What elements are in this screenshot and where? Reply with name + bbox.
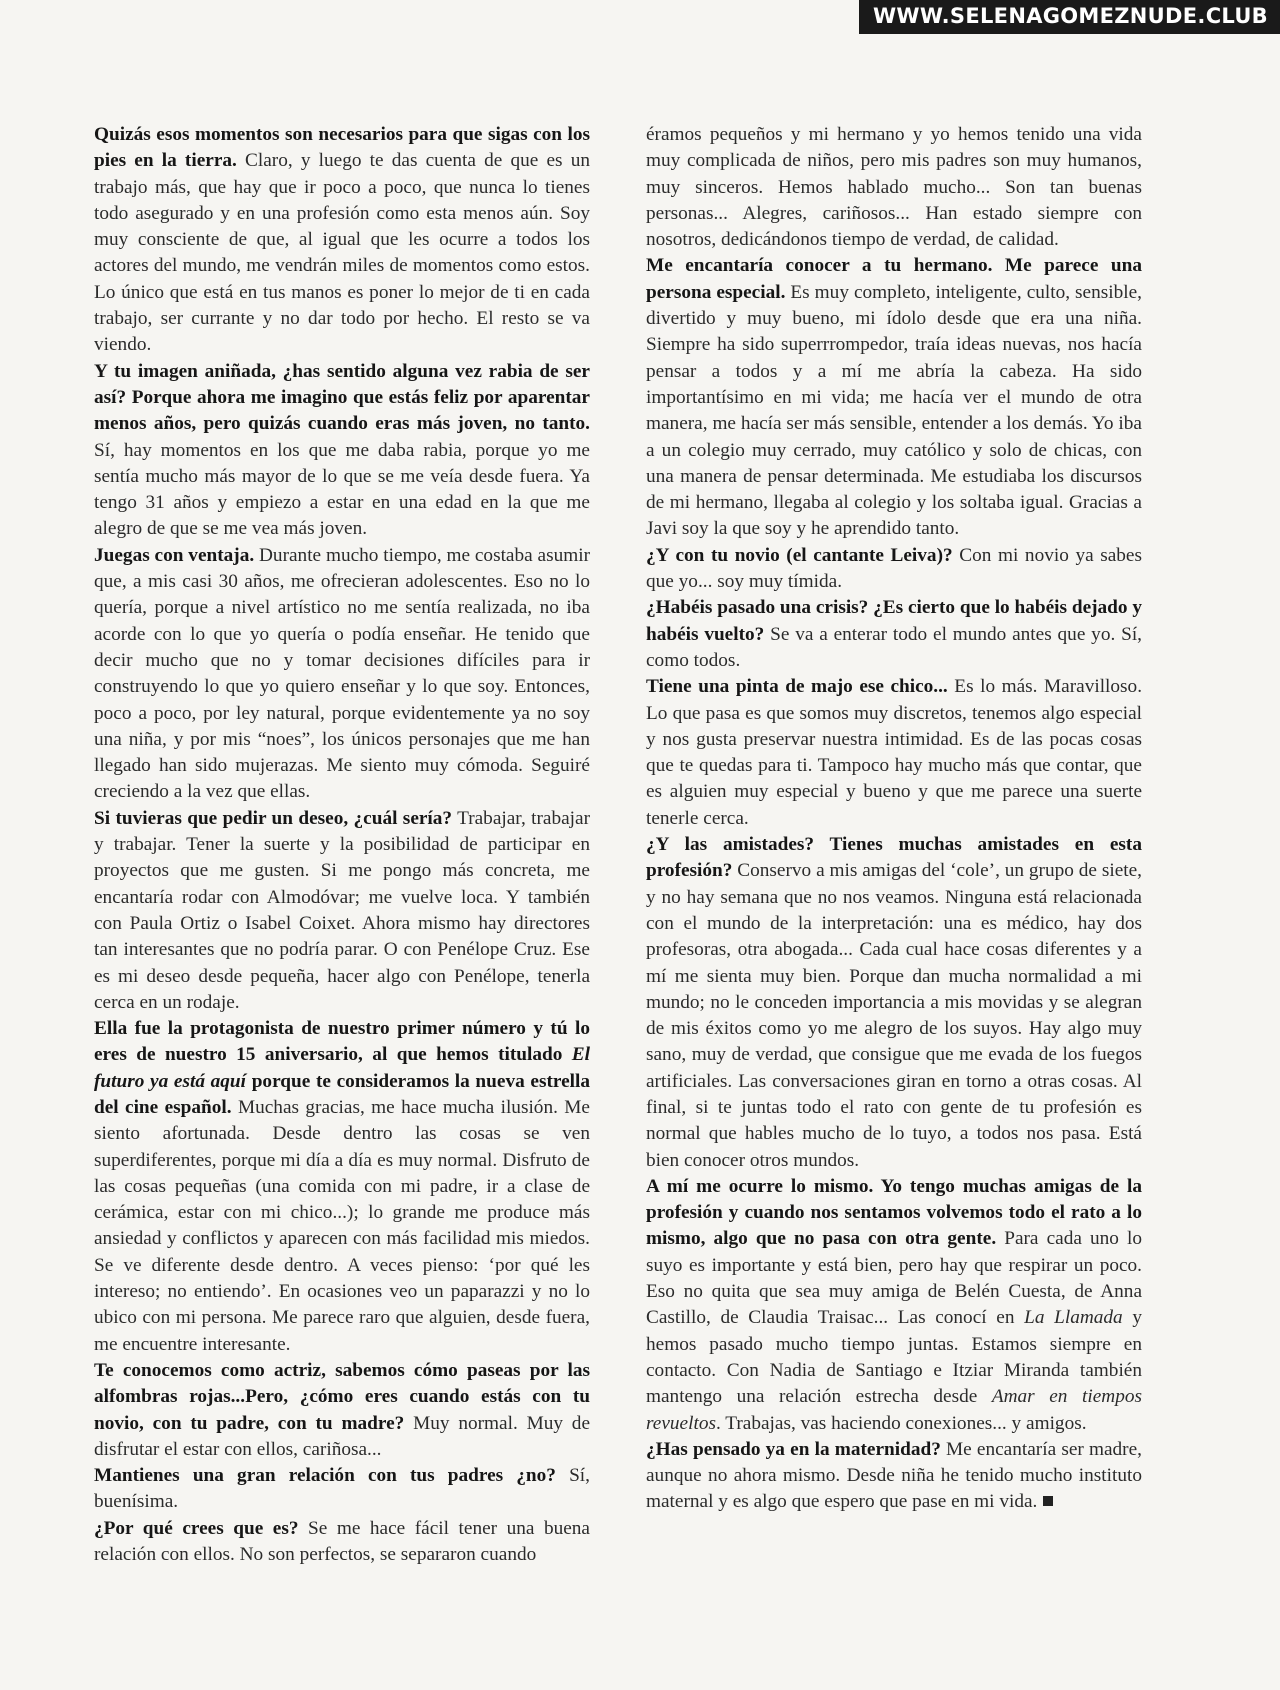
paragraph [94,543,590,806]
paragraph [646,1174,1142,1437]
answer [646,1228,1142,1433]
question: Juegas con ventaja. [94,544,255,566]
question: Si tuvieras que pedir un deseo, ¿cuál sería? [94,807,453,829]
question: Me encantaría conocer a tu hermano. Me parece una persona especial. [646,255,1142,303]
answer: Se va a enterar todo el mundo antes que yo. Sí, como todos. [646,623,1142,671]
paragraph [646,122,1142,253]
paragraph [94,1516,590,1569]
answer: Con mi novio ya sabes que yo... soy muy tímida. [646,544,1142,593]
question: ¿Y con tu novio (el cantante Leiva)? [646,544,953,566]
article-column-left [94,122,590,1568]
paragraph [646,595,1142,674]
answer: Sí, buenísima. [94,1465,590,1513]
answer: Conservo a mis amigas del ‘cole’, un grupo de siete, y no hay semana que no nos veamos. Ninguna está relacionada con el mundo de la interpretación: una es médico, hay dos profesoras, otra abogada... Cada cual hace cosas diferentes y a mí me sienta muy bien. Porque dan mucha normalidad a mi mundo; no le conceden importancia a mis movidas y se alegran de mis éxitos como yo me alegro de los suyos. Hay algo muy sano, muy de verdad, que consigue que me evada de los fuegos artificiales. Las conversaciones giran en torno a otras cosas. Al final, si te juntas todo el rato con gente de tu profesión es normal que hables mucho de lo tuyo, a todos nos pasa. Está bien conocer otros mundos. [646,860,1142,1171]
question-part: Ella fue la protagonista de nuestro primer número y tú lo eres de nuestro 15 aniversario, al que hemos titulado [94,1018,590,1066]
paragraph [646,253,1142,542]
watermark: WWW.SELENAGOMEZNUDE.CLUB [859,0,1280,34]
answer: Muchas gracias, me hace mucha ilusión. Me siento afortunada. Desde dentro las cosas se ven superdiferentes, porque mi día a día es muy normal. Disfruto de las cosas pequeñas (una comida con mi padre, ir a clase de cerámica, estar con mi chico...); lo grande me produce más ansiedad y conflictos y aparecen con más facilidad mis miedos. Se ve diferente desde dentro. A veces pienso: ‘por qué les intereso; no entiendo’. En ocasiones veo un paparazzi y no lo ubico con mi persona. Me parece raro que alguien, desde fuera, me encuentre interesante. [94,1096,590,1355]
answer: Es lo más. Maravilloso. Lo que pasa es que somos muy discretos, tenemos algo especial y nos gusta preservar nuestra intimidad. Es de las pocas cosas que te quedas para ti. Tampoco hay mucho más que contar, que es alguien muy especial y bueno y que me parece una suerte tenerle cerca. [646,676,1143,829]
answer-part: Para cada uno lo suyo es importante y está bien, pero hay que respirar un poco. Eso no quita que sea muy amiga de Belén Cuesta, de Anna Castillo, de Claudia Traisac... Las conocí en [646,1228,1142,1329]
question: Te conocemos como actriz, sabemos cómo paseas por las alfombras rojas...Pero, ¿cómo eres cuando estás con tu novio, con tu padre, con tu madre? [94,1359,590,1434]
question: Tiene una pinta de majo ese chico... [646,676,948,698]
question: Mantienes una gran relación con tus padres ¿no? [94,1465,556,1487]
paragraph [646,1437,1142,1516]
answer: Claro, y luego te das cuenta de que es un trabajo más, que hay que ir poco a poco, que nunca lo tienes todo asegurado y en una profesión como esta menos aún. Soy muy consciente de que, al igual que les ocurre a todos los actores del mundo, me vendrán miles de momentos como estos. Lo único que está en tus manos es poner lo mejor de ti en cada trabajo, ser currante y no dar todo por hecho. El resto se va viendo. [94,150,590,356]
paragraph [646,832,1142,1174]
paragraph [94,122,590,359]
answer: Trabajar, trabajar y trabajar. Tener la suerte y la posibilidad de participar en proyectos que me gusten. Si me pongo más concreta, me encantaría rodar con Almodóvar; me vuelve loca. Y también con Paula Ortiz o Isabel Coixet. Ahora mismo hay directores tan interesantes que no podría parar. O con Penélope Cruz. Ese es mi deseo desde pequeña, hacer algo con Penélope, tenerla cerca en un rodaje. [94,807,590,1013]
paragraph [94,1463,590,1516]
paragraph [94,1016,590,1358]
answer: Durante mucho tiempo, me costaba asumir que, a mis casi 30 años, me ofrecieran adolescentes. Eso no lo quería, porque a nivel artístico no me sentía realizada, no iba acorde con lo que yo quería o podía enseñar. He tenido que decir mucho que no y tomar decisiones difíciles para ir construyendo lo que yo quiero enseñar y lo que soy. Entonces, poco a poco, por ley natural, porque evidentemente ya no soy una niña, y por mis “noes”, los únicos personajes que me han llegado han sido mujerazas. Me siento muy cómoda. Seguiré creciendo a la vez que ellas. [94,544,590,803]
question: A mí me ocurre lo mismo. Yo tengo muchas amigas de la profesión y cuando nos sentamos volvemos todo el rato a lo mismo, algo que no pasa con otra gente. [646,1175,1142,1250]
answer: éramos pequeños y mi hermano y yo hemos tenido una vida muy complicada de niños, pero mis padres son muy humanos, muy sinceros. Hemos hablado mucho... Son tan buenas personas... Alegres, cariñosos... Han estado siempre con nosotros, dedicándonos tiempo de verdad, de calidad. [646,124,1142,251]
question: ¿Habéis pasado una crisis? ¿Es cierto que lo habéis dejado y habéis vuelto? [646,597,1143,645]
question: ¿Y las amistades? Tienes muchas amistades en esta profesión? [646,834,1142,882]
answer: Sí, hay momentos en los que me daba rabia, porque yo me sentía mucho más mayor de lo que se me veía desde fuera. Ya tengo 31 años y empiezo a estar en una edad en la que me alegro de que se me vea más joven. [94,439,590,540]
answer-part: . Trabajas, vas haciendo conexiones... y amigos. [715,1412,1087,1434]
answer-part: y hemos pasado mucho tiempo juntas. Estamos siempre en contacto. Con Nadia de Santiago e Itziar Miranda también mantengo una relación estrecha desde [646,1307,1142,1408]
series-title: Amar en tiempos revueltos [646,1386,1142,1434]
end-of-article-mark [1043,1496,1053,1506]
question: ¿Por qué crees que es? [94,1517,299,1539]
question: Y tu imagen aniñada, ¿has sentido alguna vez rabia de ser así? Porque ahora me imagino que estás feliz por aparentar menos años, pero quizás cuando eras más joven, no tanto. [94,360,590,435]
article-column-right [646,122,1142,1516]
question: ¿Has pensado ya en la maternidad? [646,1438,941,1460]
paragraph [646,543,1142,596]
film-title: La Llamada [1024,1307,1123,1329]
answer: Me encantaría ser madre, aunque no ahora mismo. Desde niña he tenido mucho instituto maternal y es algo que espero que pase en mi vida. [646,1438,1142,1513]
answer: Se me hace fácil tener una buena relación con ellos. No son perfectos, se separaron cuando [94,1517,590,1566]
answer: Muy normal. Muy de disfrutar el estar con ellos, cariñosa... [94,1412,590,1460]
question: Quizás esos momentos son necesarios para que sigas con los pies en la tierra. [94,124,590,172]
question-part: porque te consideramos la nueva estrella del cine español. [94,1070,591,1118]
paragraph [94,1358,590,1463]
paragraph [646,674,1142,832]
magazine-title: El futuro ya está aquí [94,1044,590,1092]
paragraph [94,359,590,543]
paragraph [94,806,590,1016]
answer: Es muy completo, inteligente, culto, sensible, divertido y muy bueno, mi ídolo desde que era una niña. Siempre ha sido superrrompedor, traía ideas nuevas, nos hacía pensar a todos y a mí me abría la cabeza. Ha sido importantísimo en mi vida; me hacía ver el mundo de otra manera, me hacía ser más sensible, entender a los demás. Yo iba a un colegio muy cerrado, muy católico y solo de chicas, con una manera de pensar determinada. Me estudiaba los discursos de mi hermano, llegaba al colegio y los soltaba igual. Gracias a Javi soy la que soy y he aprendido tanto. [646,281,1142,540]
